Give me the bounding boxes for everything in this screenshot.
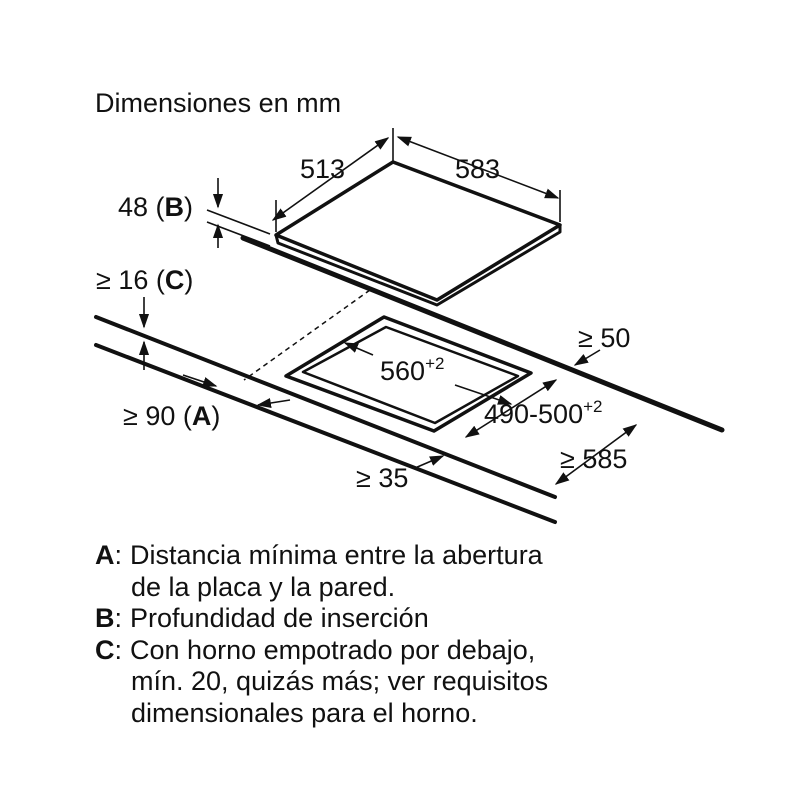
insertion-depth-value: 48 ( — [118, 192, 165, 222]
front-clearance-arrow — [415, 456, 443, 468]
legend-text: mín. 20, quizás más; ver requisitos — [131, 666, 549, 696]
gap-below-value: ≥ 16 ( — [96, 265, 165, 295]
wall-distance-label — [123, 401, 220, 431]
cutout-depth-tolerance: +2 — [583, 397, 603, 416]
wall-distance-key: A — [191, 401, 212, 431]
cutout-width-dim-left — [345, 343, 373, 355]
worktop-depth-label: ≥ 585 — [560, 444, 628, 474]
legend-key: C — [95, 634, 115, 665]
legend-item-c — [95, 635, 775, 667]
wall-distance-arrow-right — [258, 400, 290, 405]
cutout-width-value: 560 — [380, 356, 426, 386]
legend — [95, 540, 775, 729]
cutout-width-tolerance: +2 — [425, 354, 445, 373]
legend-item-b — [95, 603, 775, 635]
legend-text: Distancia mínima entre la abertura — [130, 540, 543, 570]
insertion-depth-close: ) — [184, 192, 194, 222]
legend-text: de la placa y la pared. — [131, 571, 396, 602]
legend-key: B — [95, 603, 115, 633]
worktop-bottom-surface — [96, 345, 555, 522]
cutout-depth-value: 490-500 — [484, 399, 584, 429]
insertion-depth-label — [118, 192, 193, 222]
cutout-depth-label — [484, 397, 602, 429]
insertion-depth-ext-1 — [207, 210, 270, 234]
diagram-title: Dimensiones en mm — [95, 88, 342, 118]
gap-below-label — [96, 265, 193, 295]
gap-below-key: C — [164, 265, 185, 295]
legend-colon: : — [114, 540, 123, 570]
legend-text: Profundidad de inserción — [130, 603, 429, 633]
legend-item-a — [95, 540, 775, 572]
legend-text: Con horno empotrado por debajo, — [130, 634, 536, 665]
insertion-depth-key: B — [164, 192, 185, 222]
cutout-width-label — [380, 354, 444, 386]
front-clearance-label: ≥ 35 — [356, 463, 409, 493]
wall-distance-value: ≥ 90 ( — [123, 401, 192, 431]
hob-width-label: 583 — [455, 154, 501, 184]
hob-depth-label: 513 — [300, 154, 346, 184]
legend-key: A — [95, 540, 115, 570]
wall-distance-close: ) — [211, 401, 221, 431]
side-clearance-label: ≥ 50 — [578, 323, 631, 353]
insertion-depth-ext-2 — [207, 222, 270, 246]
gap-below-close: ) — [184, 265, 194, 295]
legend-colon: : — [114, 603, 123, 633]
legend-colon: : — [114, 634, 123, 665]
legend-text: dimensionales para el horno. — [131, 697, 478, 728]
